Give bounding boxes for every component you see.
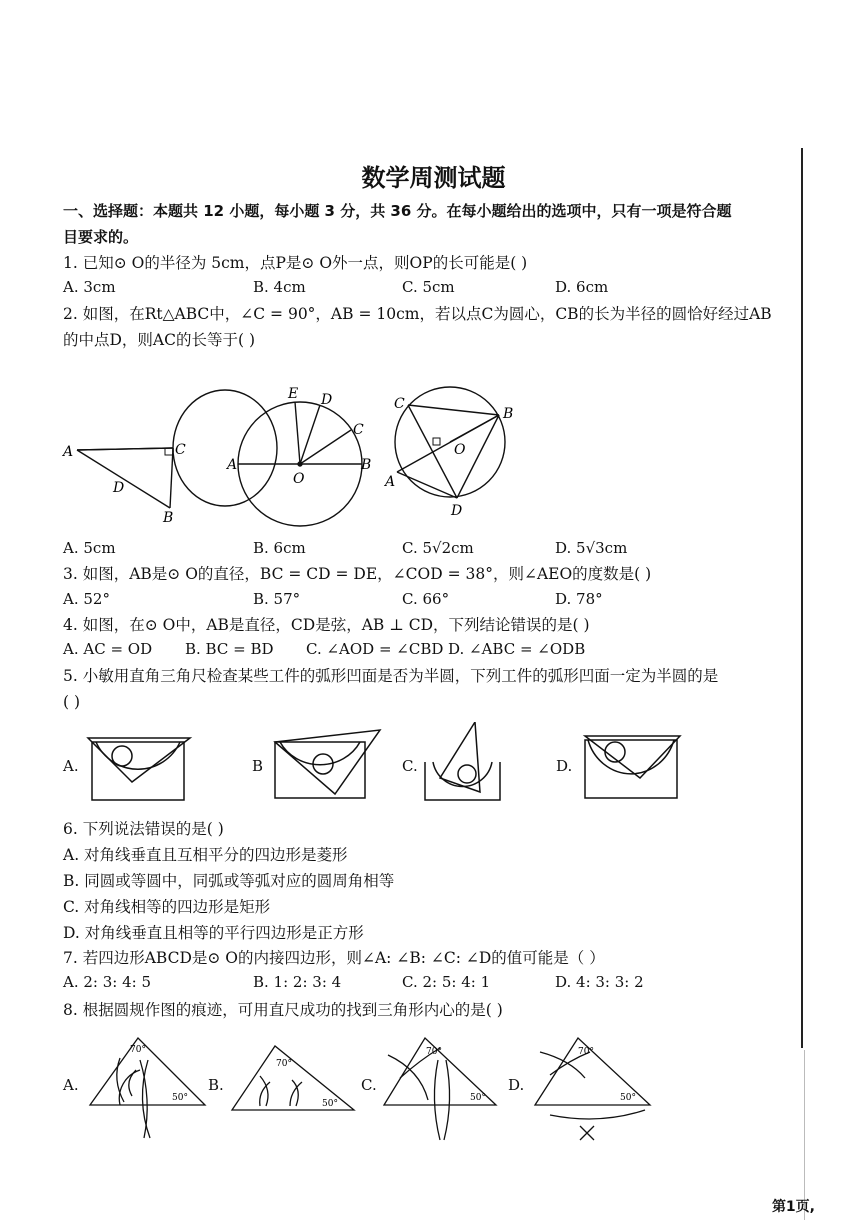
triangle-a [90, 1038, 205, 1138]
q2-option-d: D. 5√3cm [555, 539, 628, 557]
tri-a-angle-right: 50° [172, 1093, 188, 1103]
q1-option-a: A. 3cm [63, 278, 116, 296]
figure-semicircle-chords [238, 402, 362, 526]
q8-stem: 8. 根据圆规作图的痕迹，可用直尺成功的找到三角形内心的是( ) [63, 1001, 503, 1019]
page-title: 数学周测试题 [361, 164, 506, 192]
q6-option-a: A. 对角线垂直且互相平分的四边形是菱形 [63, 846, 348, 864]
q8-option-c: C. [361, 1076, 377, 1094]
q5-option-d: D. [556, 757, 573, 775]
q7-option-a: A. 2: 3: 4: 5 [63, 973, 152, 991]
tri-b-angle-right: 50° [322, 1099, 338, 1109]
compass-construction-figures [80, 1030, 680, 1145]
fig2-label-d: D [321, 392, 333, 408]
q7-option-b: B. 1: 2: 3: 4 [253, 973, 342, 991]
q6-stem: 6. 下列说法错误的是( ) [63, 820, 224, 838]
q7-stem: 7. 若四边形ABCD是⊙ O的内接四边形，则∠A: ∠B: ∠C: ∠D的值可能是（ ） [63, 949, 605, 967]
q1-stem: 1. 已知⊙ O的半径为 5cm，点P是⊙ O外一点，则OP的长可能是( ) [63, 254, 528, 272]
q8-option-d: D. [508, 1076, 525, 1094]
q1-option-b: B. 4cm [253, 278, 306, 296]
figure-inscribed-quad [395, 387, 505, 498]
tri-c-angle-top: 70° [426, 1047, 442, 1057]
tri-d-angle-top: 70° [578, 1047, 594, 1057]
fig2-label-a: A [227, 457, 238, 473]
q1-option-d: D. 6cm [555, 278, 609, 296]
q3-option-b: B. 57° [253, 590, 301, 608]
q6-option-c: C. 对角线相等的四边形是矩形 [63, 898, 271, 916]
q5-option-b: B [252, 757, 264, 775]
fig2-label-b: B [361, 457, 372, 473]
q5-option-c: C. [402, 757, 418, 775]
q6-option-b: B. 同圆或等圆中，同弧或等弧对应的圆周角相等 [63, 872, 395, 890]
q6-option-d: D. 对角线垂直且相等的平行四边形是正方形 [63, 924, 364, 942]
workpiece-d [585, 736, 680, 798]
workpiece-b [275, 730, 380, 798]
geometry-figures [55, 380, 525, 530]
q4-option-c: C. ∠AOD = ∠CBD [306, 640, 444, 658]
q2-stem-line1: 2. 如图，在Rt△ABC中，∠C = 90°，AB = 10cm，若以点C为圆心，CB的长为半径的圆恰好经过AB [63, 305, 772, 323]
tri-d-angle-right: 50° [620, 1093, 636, 1103]
fig1-label-d: D [113, 480, 125, 496]
q3-option-d: D. 78° [555, 590, 603, 608]
fig2-label-e: E [288, 386, 299, 402]
margin-line-lower [804, 1050, 805, 1220]
page-number: 第1页, [771, 1199, 815, 1215]
q2-option-c: C. 5√2cm [402, 539, 474, 557]
fig1-label-a: A [63, 444, 74, 460]
q4-option-b: B. BC = BD [185, 640, 274, 658]
fig3-label-c: C [394, 396, 405, 412]
q2-stem-line2: 的中点D，则AC的长等于( ) [63, 331, 256, 349]
q4-stem: 4. 如图，在⊙ O中，AB是直径，CD是弦，AB ⊥ CD，下列结论错误的是( ) [63, 616, 590, 634]
q1-option-c: C. 5cm [402, 278, 455, 296]
q3-stem: 3. 如图，AB是⊙ O的直径，BC = CD = DE，∠COD = 38°，则∠AEO的度数是( ) [63, 565, 652, 583]
q7-option-c: C. 2: 5: 4: 1 [402, 973, 491, 991]
fig3-label-d: D [451, 503, 463, 519]
q2-option-b: B. 6cm [253, 539, 306, 557]
margin-line [801, 148, 803, 1048]
tri-c-angle-right: 50° [470, 1093, 486, 1103]
q4-option-a: A. AC = OD [63, 640, 153, 658]
section-heading-line1: 一、选择题：本题共 12 小题，每小题 3 分，共 36 分。在每小题给出的选项中，只有一项是符合题 [63, 202, 732, 220]
tri-a-angle-top: 70° [130, 1045, 146, 1055]
fig3-label-b: B [503, 406, 514, 422]
fig3-label-o: O [454, 442, 466, 458]
section-heading-line2: 目要求的。 [63, 228, 139, 246]
fig3-label-a: A [385, 474, 396, 490]
q5-stem-line1: 5. 小敏用直角三角尺检查某些工件的弧形凹面是否为半圆，下列工件的弧形凹面一定为半圆的是 [63, 667, 719, 685]
q5-stem-line2: ( ) [63, 693, 81, 711]
q4-option-d: D. ∠ABC = ∠ODB [448, 640, 586, 658]
fig2-label-c: C [353, 422, 364, 438]
q8-option-b: B. [208, 1076, 224, 1094]
q3-option-a: A. 52° [63, 590, 110, 608]
q7-option-d: D. 4: 3: 3: 2 [555, 973, 644, 991]
fig1-label-c: C [175, 442, 186, 458]
workpiece-c [425, 722, 500, 800]
tri-b-angle-top: 70° [276, 1059, 292, 1069]
q8-option-a: A. [63, 1076, 79, 1094]
q5-option-a: A. [63, 757, 79, 775]
fig1-label-b: B [163, 510, 174, 526]
fig2-label-o: O [293, 471, 305, 487]
q2-option-a: A. 5cm [63, 539, 116, 557]
workpiece-a [88, 738, 190, 800]
q3-option-c: C. 66° [402, 590, 450, 608]
workpiece-figures [80, 722, 700, 808]
